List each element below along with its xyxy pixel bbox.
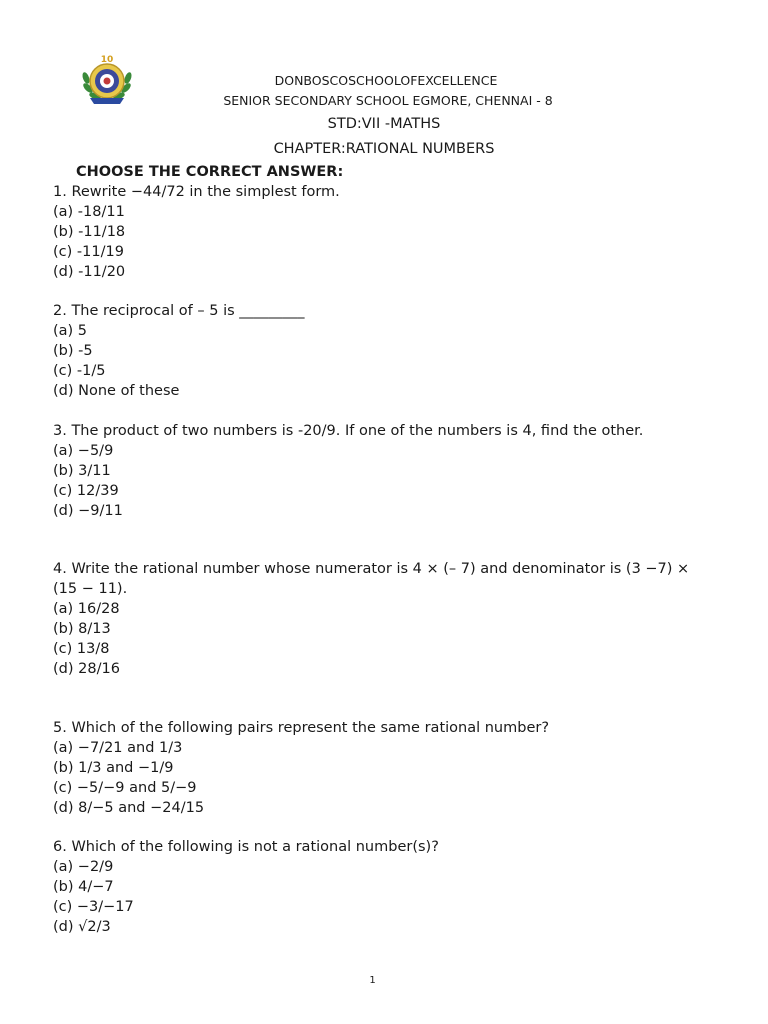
option-c: (c) −3/−17 (53, 899, 134, 915)
logo-badge-number: 10 (100, 55, 114, 65)
question-text: 4. Write the rational number whose numerator is 4 × (– 7) and denominator is (3 −7) × (15 − 11). (53, 561, 690, 597)
question-6 (53, 837, 713, 937)
question-1 (53, 182, 713, 282)
question-text: 2. The reciprocal of – 5 is _________ (53, 303, 305, 319)
option-b: (b) 3/11 (53, 463, 111, 479)
question-text: 1. Rewrite −44/72 in the simplest form. (53, 184, 340, 200)
question-text: 6. Which of the following is not a rational number(s)? (53, 839, 439, 855)
option-b: (b) 8/13 (53, 621, 111, 637)
option-b: (b) 4/−7 (53, 879, 114, 895)
option-a: (a) −7/21 and 1/3 (53, 740, 183, 756)
option-b: (b) 1/3 and −1/9 (53, 760, 174, 776)
option-d: (d) −9/11 (53, 503, 123, 519)
option-a: (a) −5/9 (53, 443, 114, 459)
standard-subject: STD:VII -MATHS (327, 116, 441, 132)
option-c: (c) 13/8 (53, 641, 110, 657)
option-c: (c) 12/39 (53, 483, 119, 499)
option-a: (a) −2/9 (53, 859, 114, 875)
option-c: (c) −5/−9 and 5/−9 (53, 780, 197, 796)
option-b: (b) -11/18 (53, 224, 126, 240)
question-text: 3. The product of two numbers is -20/9. If one of the numbers is 4, find the other. (53, 423, 644, 439)
option-a: (a) -18/11 (53, 204, 125, 220)
question-3 (53, 421, 713, 521)
page-number: 1 (369, 975, 376, 986)
instruction-heading: CHOOSE THE CORRECT ANSWER: (76, 164, 344, 180)
option-c: (c) -11/19 (53, 244, 124, 260)
school-address: SENIOR SECONDARY SCHOOL EGMORE, CHENNAI - 8 (223, 93, 553, 108)
option-d: (d) 28/16 (53, 661, 120, 677)
option-d: (d) None of these (53, 383, 180, 399)
option-c: (c) -1/5 (53, 363, 106, 379)
option-a: (a) 16/28 (53, 601, 120, 617)
option-d: (d) -11/20 (53, 264, 126, 280)
chapter-title: CHAPTER:RATIONAL NUMBERS (273, 141, 495, 157)
option-b: (b) -5 (53, 343, 93, 359)
option-d: (d) √2/3 (53, 919, 111, 935)
question-4 (53, 559, 713, 679)
question-text: 5. Which of the following pairs represent the same rational number? (53, 720, 550, 736)
option-d: (d) 8/−5 and −24/15 (53, 800, 205, 816)
school-name: DONBOSCOSCHOOLOFEXCELLENCE (274, 73, 498, 88)
question-2 (53, 301, 713, 401)
question-5 (53, 718, 713, 818)
option-a: (a) 5 (53, 323, 88, 339)
